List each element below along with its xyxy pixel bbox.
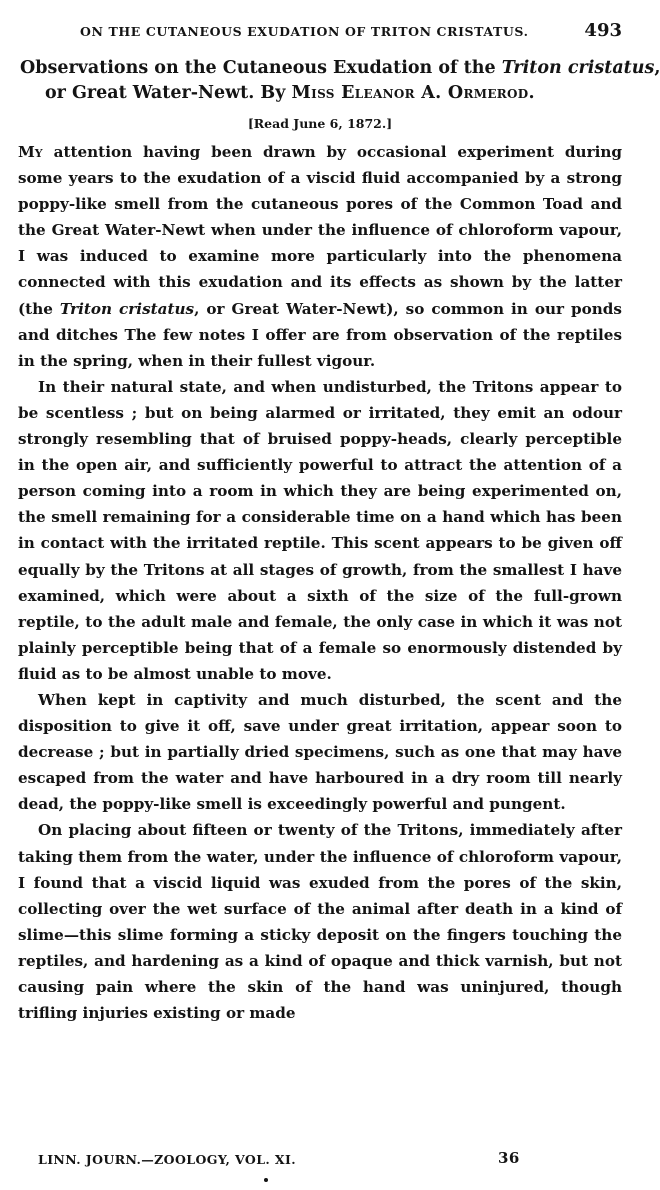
title-line-1: Observations on the Cutaneous Exudation of the Triton cristatus, xyxy=(20,58,660,78)
running-head xyxy=(18,22,622,46)
journal-reference: LINN. JOURN.—ZOOLOGY, VOL. XI. xyxy=(38,1152,296,1167)
read-date: [Read June 6, 1872.] xyxy=(247,116,393,131)
title-species: Triton cristatus xyxy=(501,58,655,78)
article-body xyxy=(18,139,622,1026)
signature-mark: 36 xyxy=(498,1149,520,1167)
paragraph: In their natural state, and when undisturbed, the Tritons appear to be scentless ; but on being alarmed or irritated, they emit an odour strongly resembling that of bruised poppy-heads, clearly perceptible in the open air, and sufficiently powerful to attract the attention of a person coming into a room in which they are being experimented on, the smell remaining for a considerable time on a hand which has been in contact with the irritated reptile. This scent appears to be given off equally by the Tritons at all stages of growth, from the smallest I have examined, which were about a sixth of the size of the full-grown reptile, to the adult male and female, the only case in which it was not plainly perceptible being that of a female so enormously distended by fluid as to be almost unable to move. xyxy=(18,377,622,683)
author-name: Miss Eleanor A. Ormerod. xyxy=(291,83,535,103)
paragraph: When kept in captivity and much disturbed, the scent and the disposition to give it off, save under great irritation, appear soon to decrease ; but in partially dried specimens, such as one that may have escaped from the water and have harboured in a dry room till nearly dead, the poppy-like smell is exceedingly powerful and pungent. xyxy=(18,690,622,814)
species-name: Triton cristatus xyxy=(59,299,195,318)
paragraph: My attention having been drawn by occasional experiment during some years to the exudation of a viscid fluid accompanied by a strong poppy-like smell from the cutaneous pores of the Common Toad and the Great Water-Newt when under the influence of chloroform vapour, I was induced to examine more particularly into the phenomena connected with this exudation and its effects as shown by the latter (the Triton cristatus, or Great Water-Newt), so common in our ponds and ditches The few notes I offer are from observation of the reptiles in the spring, when in their fullest vigour. xyxy=(18,143,622,370)
article-title xyxy=(18,56,660,106)
opening-word: My xyxy=(18,143,43,161)
running-title: ON THE CUTANEOUS EXUDATION OF TRITON CRISTATUS. xyxy=(80,24,529,39)
print-speck xyxy=(264,1178,268,1182)
paragraph: On placing about fifteen or twenty of the Tritons, immediately after taking them from the water, under the influence of chloroform vapour, I found that a viscid liquid was exuded from the pores of the skin, collecting over the wet surface of the animal after death in a kind of slime—this slime forming a sticky deposit on the fingers touching the reptiles, and hardening as a kind of opaque and thick varnish, but not causing pain where the skin of the hand was uninjured, though trifling injuries existing or made xyxy=(18,821,622,1023)
page-number: 493 xyxy=(584,20,622,41)
title-line-2: or Great Water-Newt. By Miss Eleanor A. Ormerod. xyxy=(45,83,535,103)
page-footer xyxy=(38,1149,598,1167)
